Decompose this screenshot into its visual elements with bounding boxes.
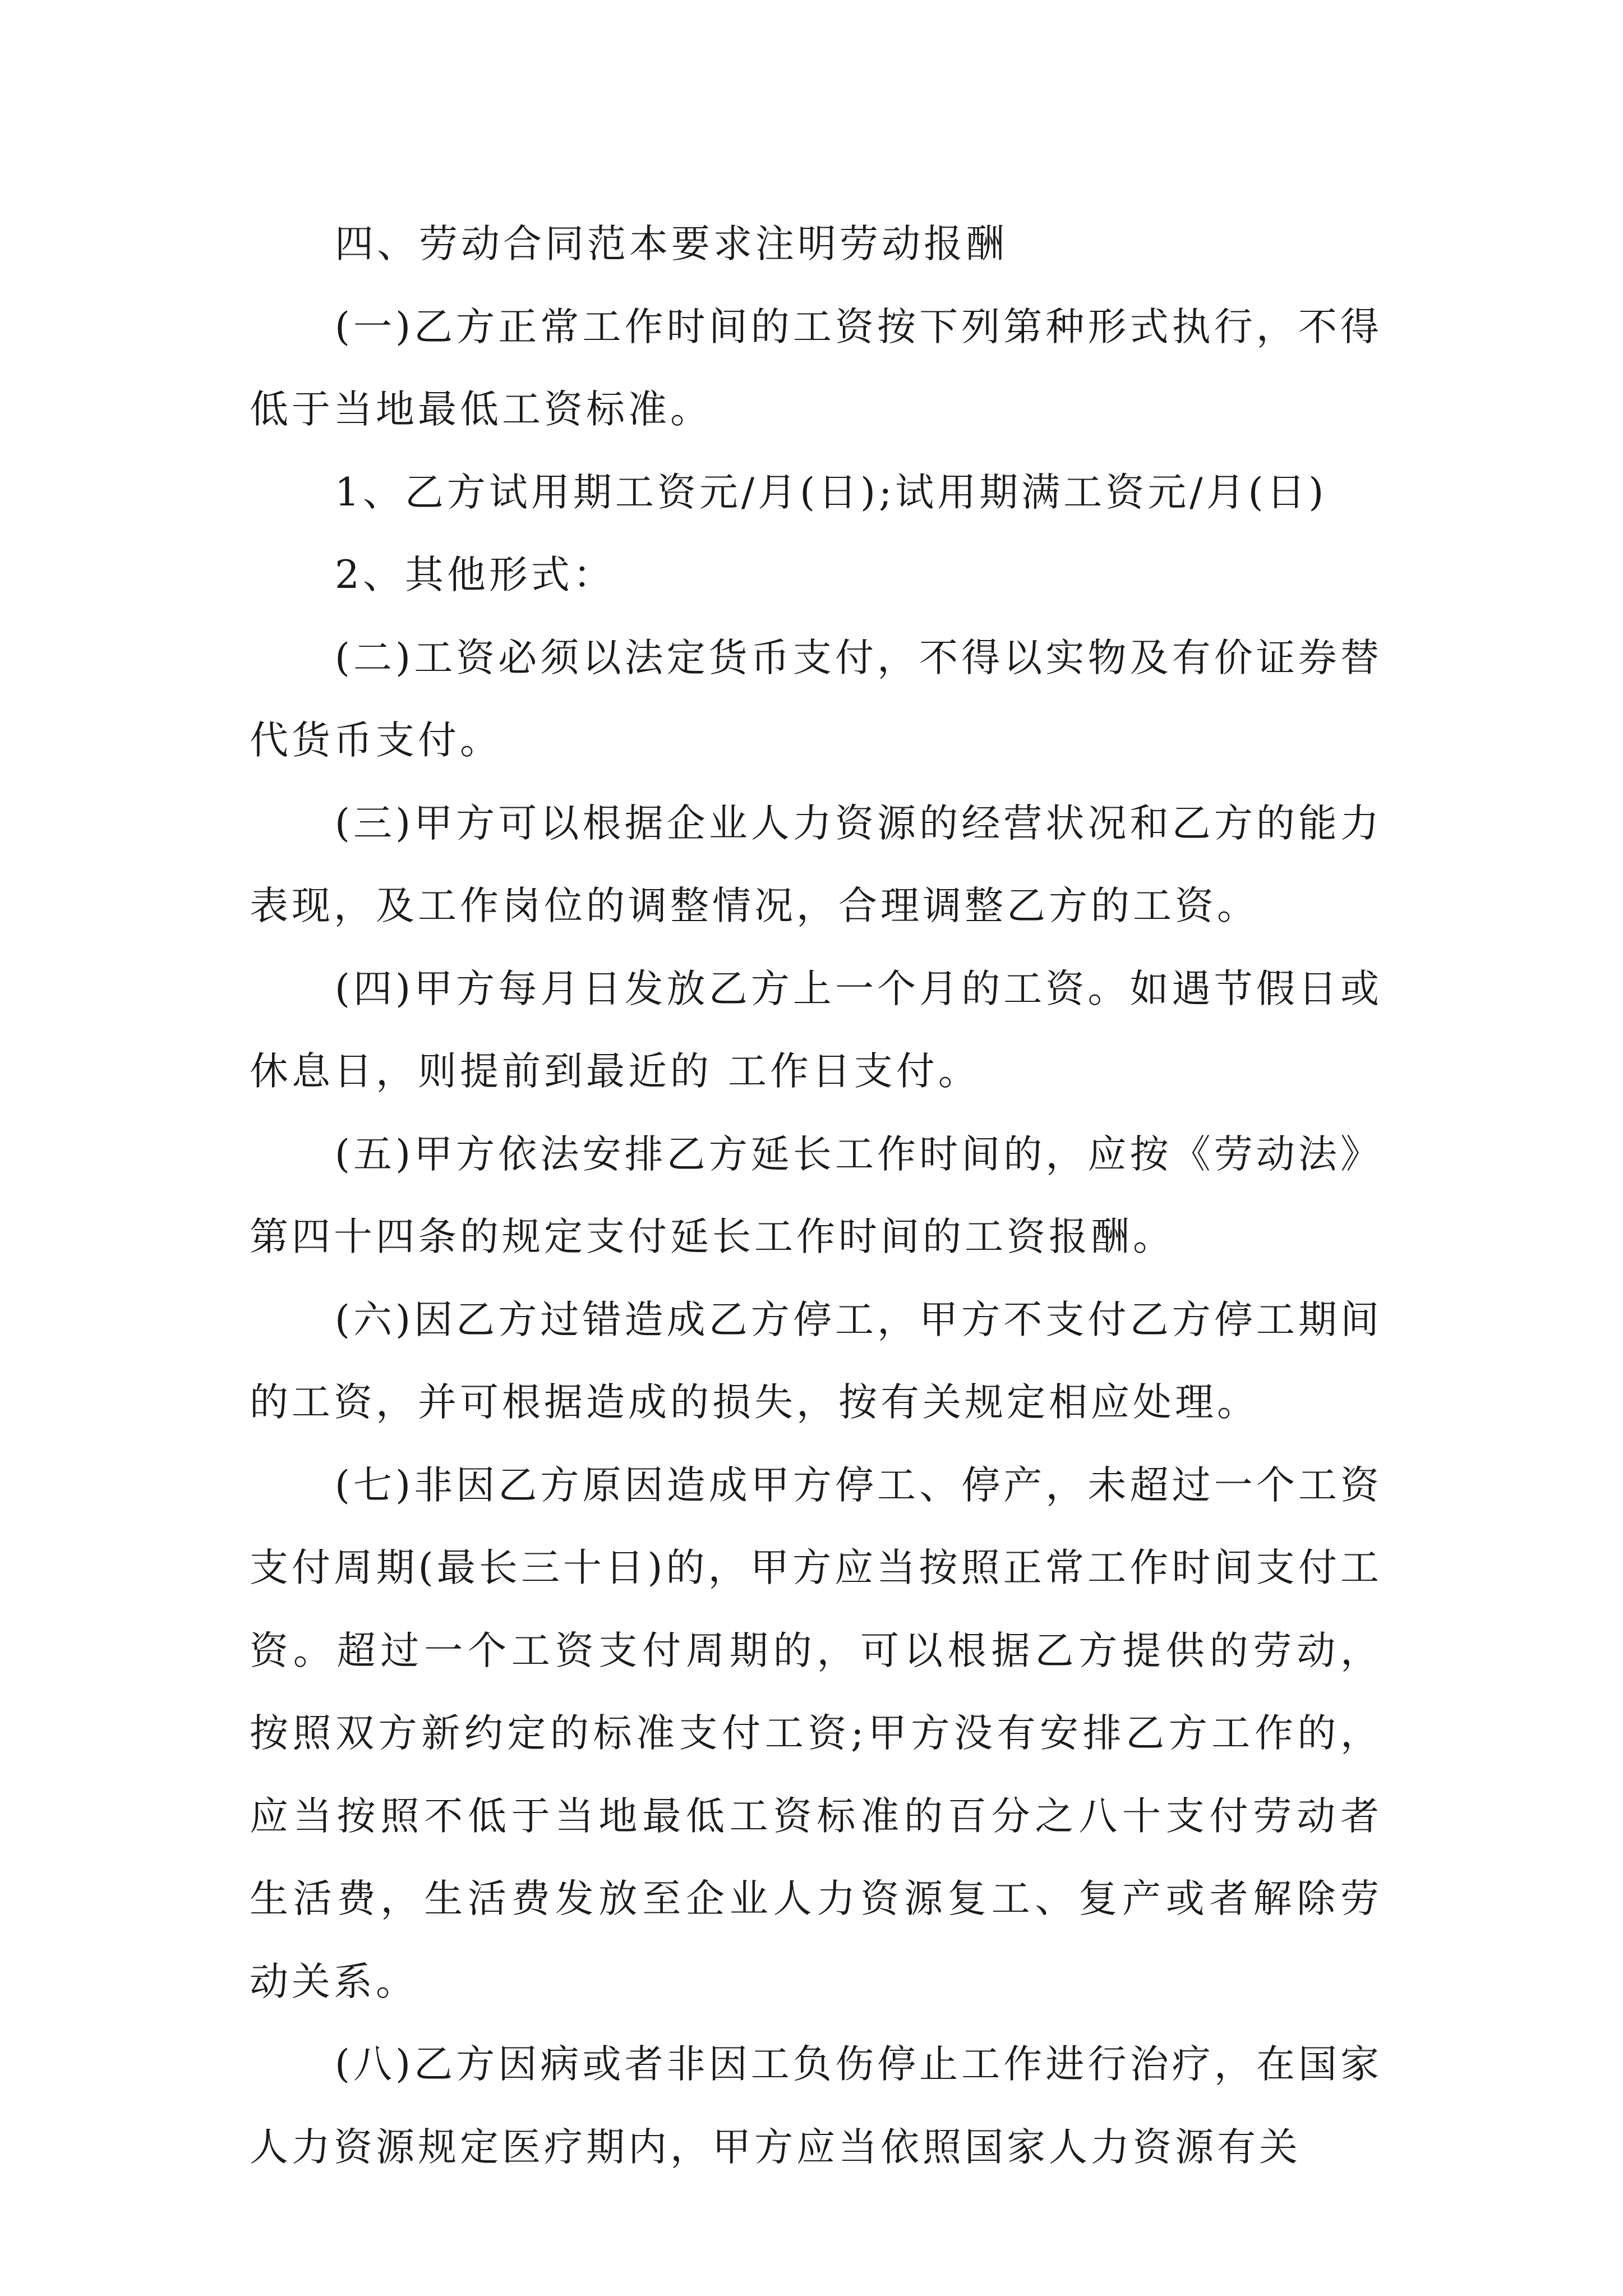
section-heading: 四、劳动合同范本要求注明劳动报酬 [335,222,1008,266]
paragraph: (三)甲方可以根据企业人力资源的经营状况和乙方的能力表现，及工作岗位的调整情况，合理调整乙方的工资。 [250,800,1382,928]
paragraph: (四)甲方每月日发放乙方上一个月的工资。如遇节假日或休息日，则提前到最近的 工作日支付。 [250,966,1382,1094]
paragraph: (七)非因乙方原因造成甲方停工、停产，未超过一个工资支付周期(最长三十日)的，甲方应当按照正常工作时间支付工资。超过一个工资支付周期的，可以根据乙方提供的劳动，按照双方新约定的标准支付工资;甲方没有安排乙方工作的，应当按照不低于当地最低工资标准的百分之八十支付劳动者生活费，生活费发放至企业人力资源复工、复产或者解除劳动关系。 [250,1462,1382,2004]
paragraph: 1、乙方试用期工资元/月(日);试用期满工资元/月(日) [335,470,1327,515]
paragraph: (一)乙方正常工作时间的工资按下列第种形式执行，不得低于当地最低工资标准。 [250,304,1382,432]
paragraph: (六)因乙方过错造成乙方停工，甲方不支付乙方停工期间的工资，并可根据造成的损失，按有关规定相应处理。 [250,1297,1382,1425]
paragraph: (八)乙方因病或者非因工负伤停止工作进行治疗，在国家人力资源规定医疗期内，甲方应当依照国家人力资源有关 [250,2042,1382,2170]
paragraph: (五)甲方依法安排乙方延长工作时间的，应按《劳动法》第四十四条的规定支付延长工作时间的工资报酬。 [250,1131,1382,1259]
paragraph: 2、其他形式： [335,553,615,597]
document-body [250,203,1382,2189]
paragraph: (二)工资必须以法定货币支付，不得以实物及有价证券替代货币支付。 [250,635,1382,763]
